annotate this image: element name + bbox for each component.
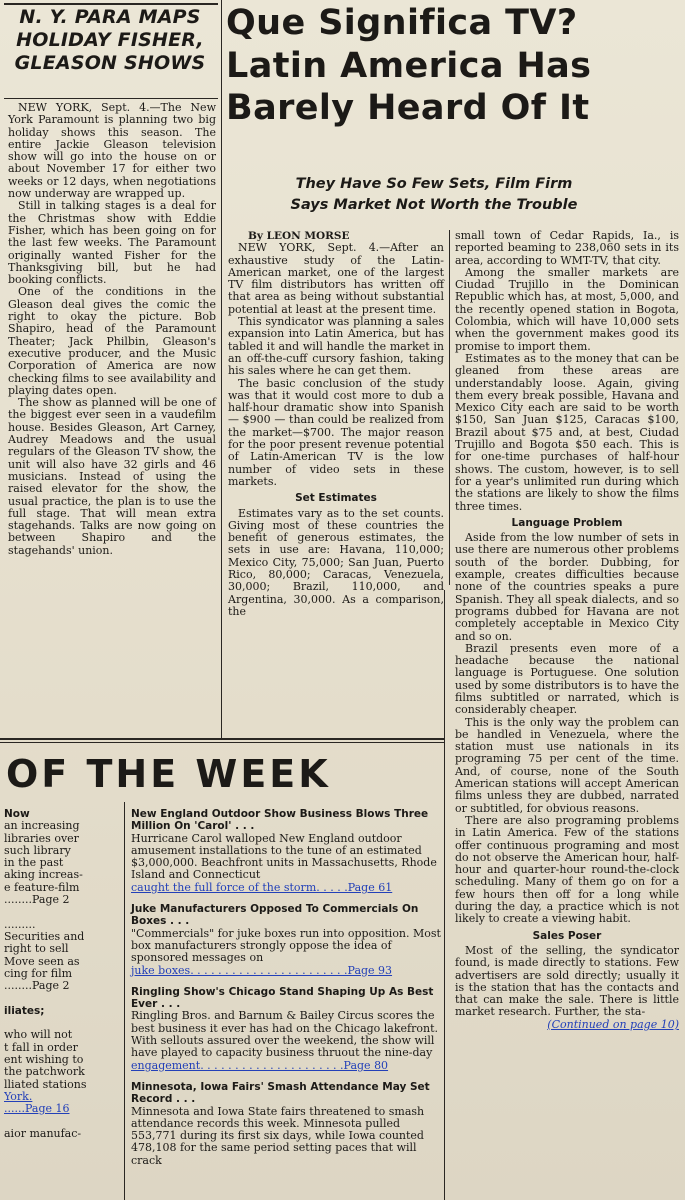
fragment-line: right to sell — [4, 942, 69, 956]
fragment-line: such library — [4, 843, 71, 857]
week-item-title: New England Outdoor Show Business Blows Three Million On 'Carol' . . . — [131, 808, 429, 833]
week-rule-top — [0, 742, 445, 743]
fragment-line: cing for film — [4, 966, 73, 980]
fragment-line: ........Page 2 — [4, 893, 70, 907]
left-headline-rule — [4, 98, 218, 99]
deck-line: They Have So Few Sets, Film Firm — [295, 176, 573, 192]
week-divider — [124, 802, 125, 1200]
fragment-line: in the past — [4, 856, 64, 870]
main-paragraph: The basic conclusion of the study was that it would cost more to dub a half-hour dramatic show into Spanish — $900 — than could be realized from the market—$700. The major reason for the poor present revenue potential of Latin-American TV is the low number of video sets in these markets. — [228, 376, 444, 488]
subhead-set-estimates: Set Estimates — [295, 492, 377, 505]
week-item — [131, 903, 441, 977]
week-items — [131, 808, 441, 1176]
fragment-line: Securities and — [4, 929, 85, 943]
week-item-page-link[interactable]: caught the full force of the storm. . . . .Page 61 — [131, 880, 393, 894]
fragment-line: Now — [4, 808, 30, 820]
main-paragraph: Estimates vary as to the set counts. Giving most of these countries the benefit of generous estimates, the sets in use are: Havana, 110,000; Mexico City, 75,000; San Juan, Puerto Rico, 80,000; Caracas, Venezuela, 30,000; Brazil, 110,000, and Argentina, 30,000. As a comparison, the — [228, 506, 444, 618]
column-divider-left — [221, 0, 222, 738]
week-item-title: Minnesota, Iowa Fairs' Smash Attendance May Set Record . . . — [131, 1080, 430, 1106]
fragment-link[interactable]: ......Page 16 — [4, 1102, 70, 1116]
fragment-line: ......... — [4, 917, 36, 931]
week-heading: OF THE WEEK — [6, 752, 331, 796]
week-item-body: Hurricane Carol walloped New England outdoor amusement installations to the tune of an estimated $3,000,000. Beachfront units in Massachusetts, Rhode Island and Connecticut — [131, 831, 437, 882]
week-item — [131, 1081, 441, 1167]
subhead-sales-poser: Sales Poser — [532, 929, 602, 942]
week-item-title: Juke Manufacturers Opposed To Commercials On Boxes . . . — [131, 903, 419, 928]
fragment-line: Move seen as — [4, 954, 80, 968]
deck-line: Says Market Not Worth the Trouble — [290, 197, 578, 213]
fragment-line: the patchwork — [4, 1065, 85, 1079]
fragment-line — [4, 1115, 122, 1127]
main-paragraph: small town of Cedar Rapids, Ia., is reported beaming to 238,060 sets in its area, according to WMT-TV, that city. — [455, 229, 679, 267]
fragment-line: lliated stations — [4, 1077, 87, 1091]
main-deck — [244, 174, 624, 216]
left-story-paragraph: Still in talking stages is a deal for the Christmas show with Eddie Fisher, which has been going on for the last few weeks. The Paramount originally wanted Fisher for the Thanksgiving bill, but he had booking conflicts. — [8, 199, 216, 287]
main-paragraph: Brazil presents even more of a headache because the national language is Portuguese. One solution used by some distributors is to have the films subtitled or narrated, which is considerably cheaper. — [455, 641, 679, 717]
main-paragraph: This syndicator was planning a sales expansion into Latin America, but has tabled it and will handle the market in an off-the-cuff cursory fashion, taking his sales where he can get them. — [228, 315, 444, 378]
main-paragraph: Estimates as to the money that can be gleaned from these areas are understandably loose. Again, giving them every break possible, Havana and Mexico City each are said to be worth $150, San Juan $125, Caracas $100, Brazil about $75 and, at best, Ciudad Trujillo and Bogota $50 each. This is for one-time purchases of half-hour shows. The custom, however, is to sell for a year's unlimited run during which the stations are likely to show the films three times. — [455, 351, 679, 513]
fragment-line: an increasing — [4, 819, 80, 833]
week-item-title: Ringling Show's Chicago Stand Shaping Up As Best Ever . . . — [131, 985, 434, 1011]
week-item-page-link[interactable]: juke boxes. . . . . . . . . . . . . . . . . . . . . . .Page 93 — [131, 963, 393, 977]
main-headline-line: Barely Heard Of It — [226, 88, 590, 128]
main-story-column-1 — [228, 230, 444, 618]
left-story-paragraph: One of the conditions in the Gleason deal gives the comic the right to okay the picture. Bob Shapiro, head of the Paramount Theater; Jack Philbin, Gleason's executive producer, and the Music Corporation of America are now checking films to see availability and playing dates open. — [8, 285, 216, 397]
column-divider-mid — [449, 230, 450, 585]
fragment-line: aking increas- — [4, 868, 83, 882]
fragment-link[interactable]: York. — [4, 1089, 33, 1103]
fragment-line — [4, 992, 122, 1004]
fragment-line: libraries over — [4, 831, 79, 845]
fragment-line: ........Page 2 — [4, 979, 70, 993]
main-story-column-2 — [455, 230, 679, 1031]
subhead-language-problem: Language Problem — [511, 516, 623, 529]
week-left-fragments — [4, 808, 122, 1140]
week-item-body: "Commercials" for juke boxes run into opposition. Most box manufacturers strongly oppose the idea of sponsored messages on — [131, 926, 441, 965]
main-headline-line: Que Significa TV? — [226, 3, 578, 43]
left-story-paragraph: NEW YORK, Sept. 4.—The New York Paramount is planning two big holiday shows this season. The entire Jackie Gleason television show will go into the house on or about November 17 for either two weeks or 12 days, when negotiations now underway are wrapped up. — [8, 101, 216, 201]
week-item — [131, 808, 441, 894]
main-headline — [226, 2, 681, 130]
week-item-page-link[interactable]: engagement. . . . . . . . . . . . . . . . . . . . .Page 80 — [131, 1058, 389, 1072]
fragment-line: t fall in order — [4, 1040, 78, 1054]
main-paragraph: Aside from the low number of sets in use there are numerous other problems south of the border. Dubbing, for example, creates difficulties because none of the countries speaks a pure Spanish. They all speak dialects, and so programs dubbed for Havana are not completely acceptable in Mexico City and so on. — [455, 531, 679, 643]
left-story-paragraph: The show as planned will be one of the biggest ever seen in a vaudefilm house. Besides Gleason, Art Carney, Audrey Meadows and the usual regulars of the Gleason TV show, the unit will also have 32 girls and 46 musicians. Instead of using the raised elevator for the show, the usual practice, the plan is to use the full stage. That will mean extra stagehands. Talks are now going on between Shapiro and the stagehands' union. — [8, 396, 216, 557]
top-left-rule — [4, 3, 218, 5]
week-divider-right — [444, 590, 445, 1200]
fragment-line: ent wishing to — [4, 1052, 84, 1066]
week-item-body: Ringling Bros. and Barnum & Bailey Circus scores the best business it ever has had on the Chicago lakefront. With sellouts assured over the weekend, the show will have played to capacity business thruout the nine-day — [131, 1009, 438, 1060]
fragment-line: iliates; — [4, 1004, 45, 1017]
section-rule — [0, 738, 445, 740]
fragment-line: e feature-film — [4, 880, 80, 894]
fragment-line — [4, 906, 122, 918]
main-paragraph: This is the only way the problem can be handled in Venezuela, where the station must use nationals in its programing 75 per cent of the time. And, of course, none of the South American stations will accept American films unless they are dubbed, narrated or subtitled, for obvious reasons. — [455, 715, 679, 815]
fragment-line: aior manufac- — [4, 1126, 82, 1140]
week-item-body: Minnesota and Iowa State fairs threatened to smash attendance records this week. Minnesota pulled 553,771 during its first six days, while Iowa counted 478,108 for the same period setting paces that will crack — [131, 1104, 425, 1167]
main-headline-line: Latin America Has — [226, 45, 592, 86]
main-paragraph: Among the smaller markets are Ciudad Trujillo in the Dominican Republic which has, at most, 5,000, and the recently opened station in Bogota, Colombia, which will have 10,000 sets when the government makes good its promise to import them. — [455, 265, 679, 353]
week-item — [131, 986, 441, 1072]
byline: By LEON MORSE — [248, 230, 350, 242]
continued-link[interactable]: (Continued on page 10) — [547, 1017, 679, 1031]
left-story-headline: N. Y. PARA MAPS HOLIDAY FISHER, GLEASON SHOWS — [14, 6, 206, 74]
main-paragraph: There are also programing problems in Latin America. Few of the stations offer continuous programing and most do not observe the American hour, half-hour and quarter-hour round-the-clock scheduling. Many of them go on for a few hours then off for a long while during the day, a practice which is not likely to create a viewing habit. — [455, 813, 679, 926]
left-story-body — [8, 102, 216, 557]
main-paragraph: Most of the selling, the syndicator found, is made directly to stations. Few advertisers are sold directly; usually it is the station that has the contacts and that can make the sale. There is little market research. Further, the sta- — [455, 943, 679, 1019]
fragment-line: who will not — [4, 1028, 73, 1042]
main-paragraph: NEW YORK, Sept. 4.—After an exhaustive study of the Latin-American market, one of the largest TV film distributors has written off that area as being without substantial potential at least at the present time. — [228, 241, 444, 316]
